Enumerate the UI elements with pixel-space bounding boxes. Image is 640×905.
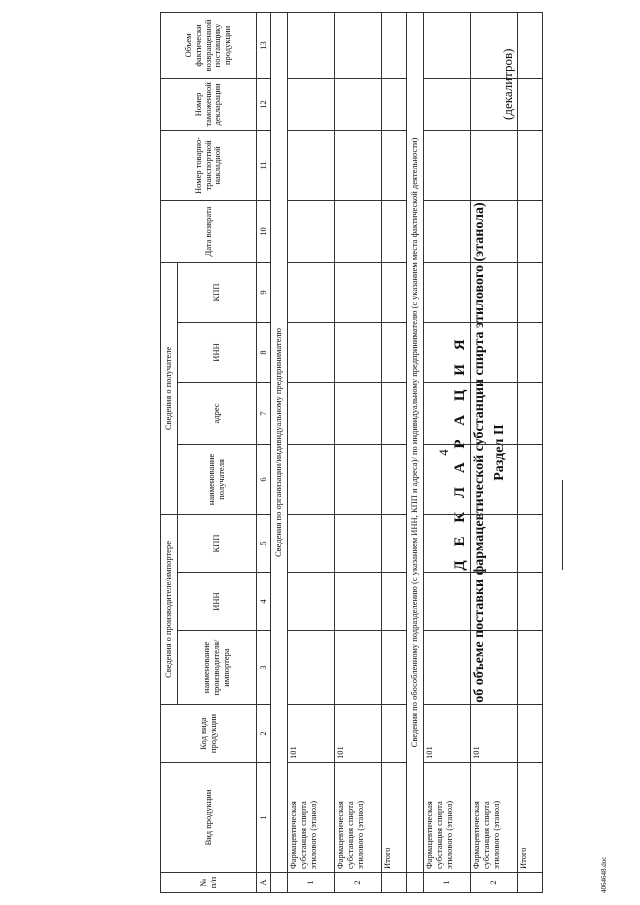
row-number: 1 — [288, 873, 335, 893]
table-row — [424, 12, 471, 892]
table-row — [471, 12, 518, 892]
declaration-table — [160, 12, 543, 893]
total-row — [382, 12, 407, 892]
col-number: 13 — [257, 12, 271, 78]
header-recipient-kpp: КПП — [178, 262, 257, 322]
col-number: 7 — [257, 382, 271, 444]
col-number: 11 — [257, 130, 271, 200]
col-number: 10 — [257, 200, 271, 262]
header-recipient-group: Сведения о получателе — [161, 262, 178, 514]
group-label-subdivision: Сведения по обособленному подразделению (с указанием ИНН, КПП и адреса)/ по индивидуальному предпринимателю (с указанием места фактической деятельности) — [407, 12, 424, 872]
header-recipient-inn: ИНН — [178, 322, 257, 382]
document-subtitle: об объеме поставки фармацевтической субстанции спирта этилового (этанола) — [472, 202, 487, 703]
total-row — [518, 12, 543, 892]
page-number: 4 — [436, 449, 451, 456]
row-product-type: Фармацевтическая субстанция спирта этилового (этанол) — [471, 763, 518, 873]
table-row — [288, 12, 335, 892]
table-row — [335, 12, 382, 892]
header-type: Вид продукции — [161, 763, 257, 873]
header-waybill: Номер товарно-транспортной накладной — [161, 130, 257, 200]
col-number: 1 — [257, 763, 271, 873]
header-return-date: Дата возврата — [161, 200, 257, 262]
header-producer-name: наименование производителя/ импортера — [178, 631, 257, 705]
header-code: Код вида продукции — [161, 705, 257, 763]
row-product-code: 101 — [288, 705, 335, 763]
total-label: Итого — [518, 763, 543, 873]
header-num: № п/п — [161, 873, 257, 893]
row-product-type: Фармацевтическая субстанция спирта этилового (этанол) — [424, 763, 471, 873]
row-number: 2 — [335, 873, 382, 893]
units-label: (декалитров) — [500, 48, 515, 120]
header-recipient-address: адрес — [178, 382, 257, 444]
row-number: 1 — [424, 873, 471, 893]
header-recipient-name: наименование получателя — [178, 444, 257, 514]
document-title: Д Е К Л А Р А Ц И Я — [452, 334, 468, 571]
row-product-code: 101 — [335, 705, 382, 763]
header-producer-inn: ИНН — [178, 573, 257, 631]
col-number: 2 — [257, 705, 271, 763]
signature-line — [562, 480, 563, 570]
row-product-type: Фармацевтическая субстанция спирта этилового (этанол) — [335, 763, 382, 873]
header-volume: Объем фактически возвращенной поставщику продукции — [161, 12, 257, 78]
col-number: 4 — [257, 573, 271, 631]
col-number: А — [257, 873, 271, 893]
row-number: 2 — [471, 873, 518, 893]
header-producer-group: Сведения о производителе/импортере — [161, 514, 178, 704]
row-product-code: 101 — [424, 705, 471, 763]
header-customs: Номер таможенной декларации — [161, 78, 257, 130]
section-title: Раздел II — [492, 424, 507, 481]
header-producer-kpp: КПП — [178, 514, 257, 572]
col-number: 3 — [257, 631, 271, 705]
col-number: 5 — [257, 514, 271, 572]
col-number: 8 — [257, 322, 271, 382]
file-name: 4064648.doc — [600, 856, 608, 893]
total-label: Итого — [382, 763, 407, 873]
col-number: 12 — [257, 78, 271, 130]
row-product-code: 101 — [471, 705, 518, 763]
group-label-organization: Сведения по организации/индивидуальному предпринимателю — [271, 12, 288, 872]
row-product-type: Фармацевтическая субстанция спирта этилового (этанол) — [288, 763, 335, 873]
col-number: 9 — [257, 262, 271, 322]
col-number: 6 — [257, 444, 271, 514]
